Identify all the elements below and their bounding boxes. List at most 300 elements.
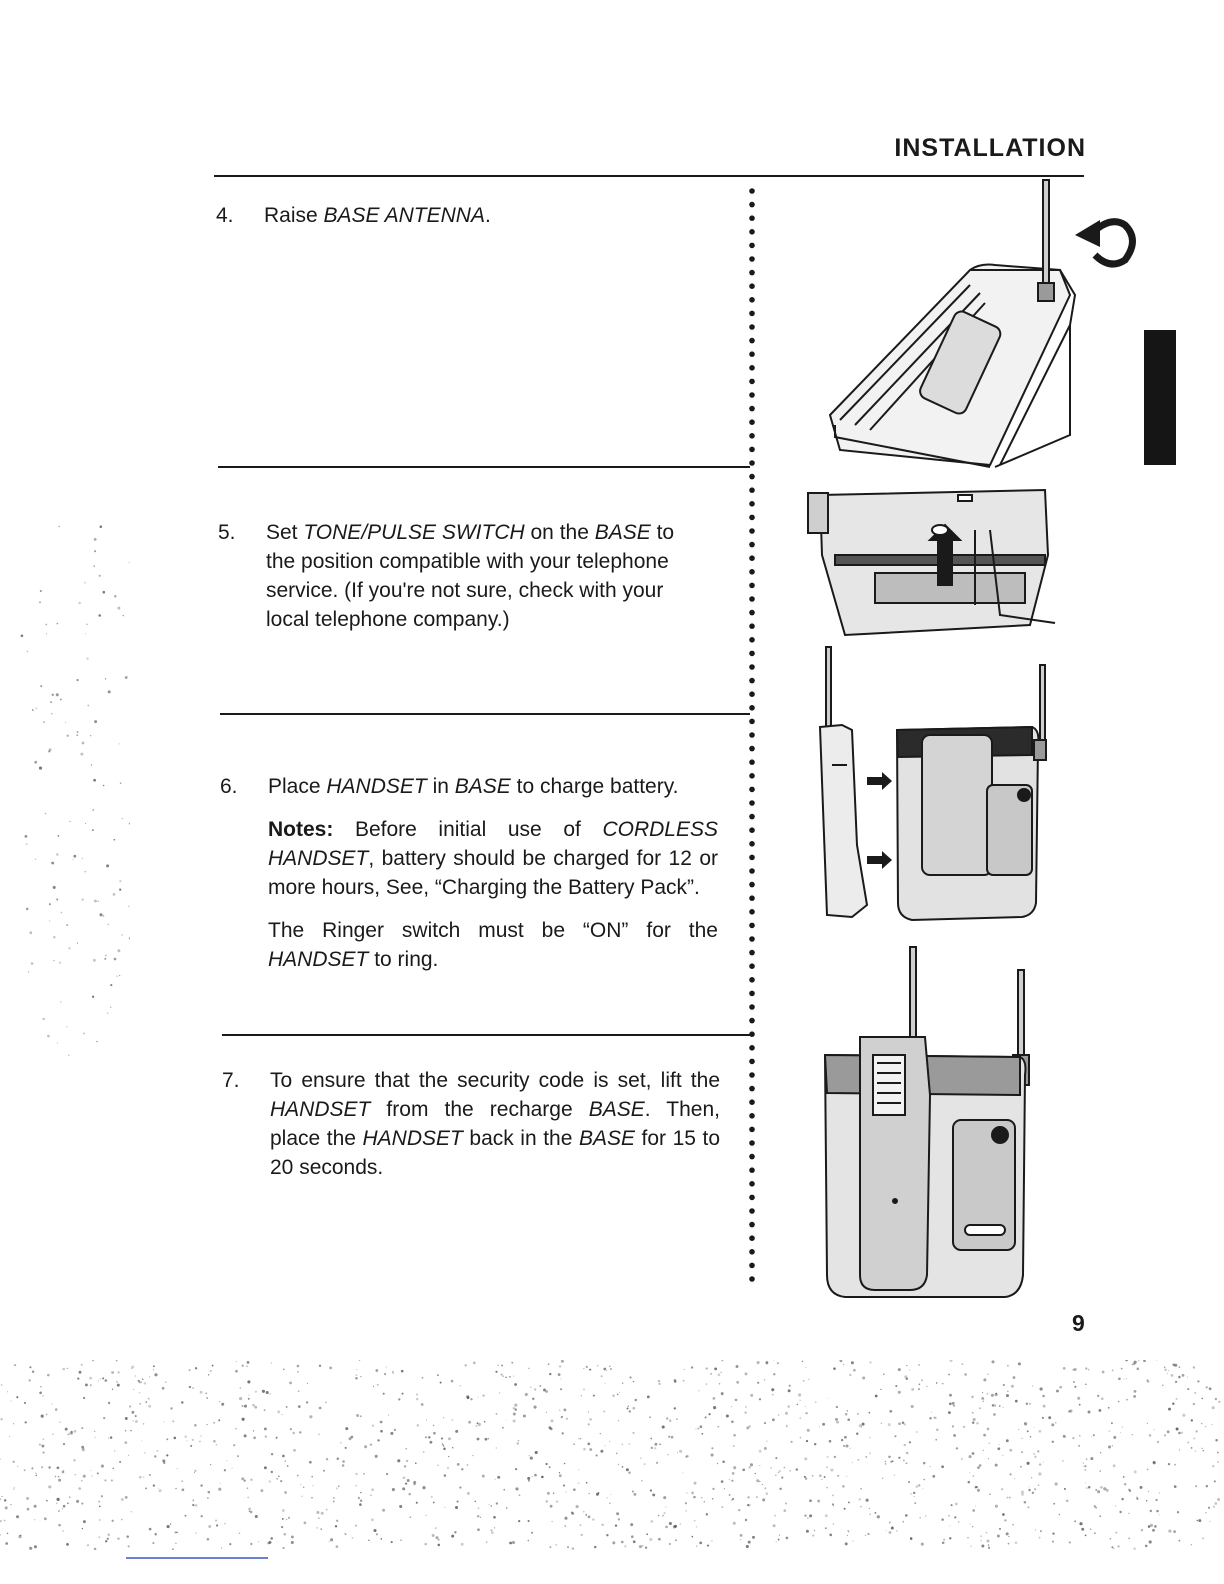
scan-speck: [4, 1520, 6, 1522]
scan-speck: [56, 899, 58, 901]
scan-speck: [384, 1373, 386, 1375]
scan-speck: [326, 1509, 328, 1511]
scan-speck: [566, 1418, 568, 1420]
scan-speck: [1027, 1506, 1029, 1508]
scan-speck: [41, 1466, 43, 1468]
scan-speck: [1102, 1371, 1105, 1374]
scan-speck: [654, 1443, 657, 1446]
scan-speck: [24, 1402, 26, 1404]
scan-speck: [377, 1384, 379, 1386]
scan-speck: [292, 1432, 295, 1435]
scan-speck: [482, 1394, 484, 1396]
scan-speck: [835, 1418, 838, 1421]
scan-speck: [195, 1504, 198, 1507]
scan-noise-bottom: [0, 1360, 1224, 1550]
scan-speck: [658, 1383, 660, 1385]
scan-speck: [846, 1476, 847, 1477]
scan-speck: [404, 1465, 406, 1467]
separator-dot: [749, 610, 755, 616]
scan-speck: [121, 1519, 123, 1521]
separator-dot: [749, 270, 755, 276]
scan-speck: [270, 1537, 273, 1540]
scan-speck: [380, 1538, 382, 1540]
scan-speck: [632, 1407, 635, 1410]
scan-speck: [52, 694, 54, 696]
scan-speck: [1177, 1511, 1179, 1513]
scan-speck: [1024, 1422, 1027, 1425]
scan-speck: [264, 1409, 266, 1411]
scan-speck: [152, 1542, 154, 1544]
text-segment: to charge battery.: [510, 775, 679, 798]
scan-speck: [797, 1404, 798, 1405]
scan-speck: [51, 713, 52, 714]
scan-speck: [87, 1544, 88, 1545]
scan-speck: [1120, 1432, 1121, 1433]
scan-speck: [364, 1445, 367, 1448]
scan-speck: [1155, 1499, 1157, 1501]
scan-speck: [190, 1445, 192, 1447]
scan-speck: [119, 888, 121, 890]
scan-speck: [192, 1504, 194, 1506]
scan-speck: [345, 1427, 348, 1430]
scan-speck: [869, 1513, 871, 1515]
scan-speck: [789, 1385, 791, 1387]
scan-speck: [701, 1497, 702, 1498]
separator-dot: [749, 1099, 755, 1105]
scan-speck: [154, 1455, 156, 1457]
scan-speck: [969, 1455, 972, 1458]
scan-speck: [674, 1525, 677, 1528]
scan-speck: [857, 1413, 859, 1415]
scan-speck: [850, 1448, 851, 1449]
base-antenna-illustration: [820, 175, 1150, 470]
scan-speck: [262, 1390, 265, 1393]
scan-speck: [201, 1515, 203, 1517]
scan-speck: [686, 1455, 689, 1458]
scan-speck: [232, 1468, 233, 1469]
scan-speck: [1118, 1377, 1121, 1380]
scan-speck: [903, 1460, 904, 1461]
scan-speck: [360, 1376, 361, 1377]
scan-speck: [1101, 1397, 1104, 1400]
scan-speck: [139, 1403, 141, 1405]
scan-speck: [1153, 1461, 1155, 1463]
scan-speck: [1115, 1532, 1117, 1534]
scan-speck: [92, 996, 94, 998]
scan-speck: [1121, 1498, 1123, 1500]
scan-speck: [426, 1419, 427, 1420]
scan-speck: [936, 1382, 938, 1384]
scan-speck: [735, 1399, 738, 1402]
scan-speck: [839, 1360, 842, 1362]
scan-speck: [809, 1514, 812, 1517]
scan-speck: [1069, 1409, 1072, 1412]
scan-speck: [513, 1407, 515, 1409]
scan-speck: [979, 1407, 981, 1409]
scan-speck: [852, 1462, 853, 1463]
scan-speck: [869, 1412, 871, 1414]
scan-speck: [952, 1402, 955, 1405]
scan-speck: [622, 1466, 624, 1468]
scan-speck: [514, 1383, 517, 1386]
scan-speck: [1090, 1457, 1093, 1460]
scan-speck: [212, 1365, 214, 1367]
scan-speck: [895, 1385, 897, 1387]
scan-speck: [1038, 1472, 1041, 1475]
scan-speck: [631, 1535, 634, 1538]
scan-speck: [972, 1452, 975, 1455]
separator-dot: [749, 1004, 755, 1010]
scan-speck: [746, 1545, 749, 1548]
text-segment: to the position compatible with your telephone service. (If you're not sure, check with your local telephone company.): [266, 521, 675, 631]
scan-speck: [764, 1447, 767, 1450]
scan-speck: [386, 1367, 387, 1368]
scan-speck: [1133, 1395, 1136, 1398]
scan-speck: [208, 1374, 210, 1376]
scan-speck: [628, 1406, 629, 1407]
scan-speck: [844, 1508, 846, 1510]
scan-speck: [112, 1389, 113, 1390]
scan-speck: [1168, 1370, 1169, 1371]
scan-speck: [973, 1418, 976, 1421]
scan-speck: [69, 1496, 71, 1498]
scan-speck: [43, 1438, 45, 1440]
scan-speck: [736, 1381, 739, 1384]
step-paragraph: [268, 916, 718, 974]
scan-speck: [779, 1535, 780, 1536]
scan-speck: [1112, 1445, 1113, 1446]
scan-speck: [1118, 1401, 1119, 1402]
scan-speck: [393, 1372, 394, 1373]
step-divider-1: [218, 466, 750, 468]
scan-speck: [711, 1447, 713, 1449]
scan-speck: [579, 1524, 581, 1526]
scan-speck: [589, 1448, 592, 1451]
scan-speck: [119, 975, 120, 976]
scan-speck: [825, 1514, 828, 1517]
scan-speck: [563, 1485, 565, 1487]
scan-speck: [815, 1401, 817, 1403]
scan-speck: [1140, 1486, 1143, 1489]
scan-speck: [437, 1544, 440, 1547]
scan-speck: [26, 1497, 29, 1500]
scan-speck: [186, 1440, 187, 1441]
scan-speck: [431, 1496, 433, 1498]
scan-speck: [129, 823, 130, 825]
scan-speck: [46, 1500, 48, 1502]
scan-speck: [323, 1470, 325, 1472]
emphasized-term: HANDSET: [270, 1098, 371, 1121]
scan-speck: [747, 1428, 748, 1429]
scan-speck: [477, 1397, 478, 1398]
scan-speck: [39, 1444, 41, 1446]
scan-speck: [69, 821, 70, 822]
scan-speck: [948, 1374, 950, 1376]
scan-speck: [63, 1470, 65, 1472]
scan-speck: [1007, 1391, 1008, 1392]
scan-speck: [586, 1482, 588, 1484]
scan-speck: [121, 934, 123, 936]
separator-dot: [749, 623, 755, 629]
scan-speck: [70, 1431, 72, 1433]
scan-speck: [19, 1535, 21, 1537]
scan-speck: [972, 1526, 973, 1527]
scan-speck: [335, 1526, 336, 1527]
scan-speck: [210, 1464, 211, 1465]
scan-speck: [81, 1503, 83, 1505]
separator-dot: [749, 202, 755, 208]
scan-speck: [101, 1495, 103, 1497]
scan-speck: [804, 1476, 806, 1478]
scan-speck: [61, 912, 63, 914]
scan-speck: [658, 1380, 660, 1382]
scan-speck: [883, 1373, 884, 1374]
scan-speck: [440, 1382, 441, 1383]
scan-speck: [827, 1456, 829, 1458]
scan-speck: [1021, 1451, 1023, 1453]
scan-speck: [1209, 1387, 1212, 1390]
scan-speck: [66, 1543, 69, 1546]
scan-speck: [556, 1500, 558, 1502]
scan-speck: [837, 1475, 839, 1477]
scan-speck: [778, 1414, 779, 1415]
scan-speck: [496, 1447, 497, 1448]
scan-speck: [559, 1365, 561, 1367]
scan-speck: [1159, 1492, 1160, 1493]
separator-dot: [749, 297, 755, 303]
scan-speck: [63, 1505, 66, 1508]
scan-speck: [669, 1522, 672, 1525]
scan-speck: [235, 1428, 237, 1430]
scan-speck: [192, 1439, 194, 1441]
scan-speck: [865, 1535, 867, 1537]
scan-speck: [269, 1480, 271, 1482]
scan-speck: [76, 1500, 79, 1503]
scan-speck: [128, 906, 129, 907]
handset-docked-illustration: [815, 945, 1040, 1305]
separator-dot: [749, 637, 755, 643]
scan-speck: [819, 1474, 822, 1477]
scan-speck: [988, 1458, 989, 1459]
scan-speck: [826, 1466, 828, 1468]
scan-speck: [601, 1523, 604, 1526]
scan-speck: [505, 1377, 507, 1379]
scan-speck: [549, 1466, 551, 1468]
scan-speck: [781, 1477, 783, 1479]
scan-speck: [252, 1404, 255, 1407]
scan-speck: [1085, 1465, 1087, 1467]
scan-speck: [634, 1493, 637, 1496]
scan-speck: [629, 1410, 631, 1412]
scan-speck: [604, 1445, 605, 1446]
scan-speck: [603, 1410, 605, 1412]
scan-speck: [932, 1475, 935, 1478]
scan-speck: [1217, 1461, 1219, 1463]
scan-speck: [867, 1533, 869, 1535]
scan-speck: [1008, 1536, 1009, 1537]
scan-speck: [888, 1423, 891, 1426]
scan-speck: [921, 1379, 923, 1381]
scan-speck: [320, 1528, 322, 1530]
scan-speck: [1178, 1432, 1181, 1435]
scan-speck: [587, 1443, 590, 1446]
scan-speck: [1009, 1497, 1011, 1499]
scan-speck: [218, 1488, 221, 1491]
scan-speck: [530, 1387, 531, 1388]
separator-dot: [749, 515, 755, 521]
scan-speck: [1182, 1414, 1185, 1417]
scan-speck: [560, 1378, 561, 1379]
scan-speck: [845, 1444, 848, 1447]
scan-speck: [29, 1366, 31, 1368]
scan-speck: [58, 1479, 61, 1482]
scan-speck: [1027, 1430, 1029, 1432]
scan-speck: [484, 1421, 486, 1423]
scan-speck: [76, 734, 78, 736]
scan-speck: [106, 864, 109, 867]
scan-speck: [82, 742, 85, 745]
scan-speck: [733, 1445, 735, 1447]
scan-speck: [119, 1461, 121, 1463]
scan-speck: [417, 1424, 419, 1426]
scan-speck: [987, 1374, 988, 1375]
scan-speck: [700, 1425, 703, 1428]
scan-speck: [717, 1463, 718, 1464]
step-text: [270, 1066, 720, 1196]
scan-speck: [1122, 1426, 1123, 1427]
scan-speck: [1028, 1486, 1029, 1487]
scan-speck: [1191, 1447, 1193, 1449]
scan-speck: [612, 1541, 615, 1544]
scan-speck: [826, 1487, 828, 1489]
scan-speck: [596, 1493, 599, 1496]
scan-speck: [534, 1406, 537, 1409]
scan-speck: [886, 1530, 887, 1531]
scan-speck: [356, 1485, 357, 1486]
scan-speck: [1007, 1497, 1009, 1499]
scan-speck: [923, 1488, 924, 1489]
scan-speck: [1134, 1390, 1137, 1393]
scan-speck: [513, 1413, 516, 1416]
scan-speck: [139, 1382, 140, 1383]
scan-speck: [1156, 1510, 1158, 1512]
scan-speck: [814, 1530, 815, 1531]
scan-speck: [721, 1506, 723, 1508]
scan-speck: [778, 1539, 780, 1541]
scan-speck: [43, 1451, 45, 1453]
scan-speck: [83, 1520, 86, 1523]
scan-speck: [1002, 1513, 1005, 1516]
scan-speck: [941, 1465, 944, 1468]
scan-speck: [57, 1042, 58, 1043]
scan-speck: [104, 1479, 106, 1481]
scan-speck: [509, 1542, 512, 1545]
scan-speck: [1039, 1463, 1041, 1465]
scan-speck: [597, 1365, 599, 1367]
scan-speck: [509, 1376, 511, 1378]
scan-speck: [711, 1453, 714, 1456]
scan-speck: [490, 1505, 492, 1507]
scan-speck: [397, 1459, 400, 1462]
scan-speck: [646, 1533, 648, 1535]
scan-speck: [129, 1405, 131, 1407]
scan-speck: [46, 1414, 48, 1416]
scan-speck: [77, 731, 79, 733]
scan-speck: [50, 701, 52, 703]
scan-speck: [1003, 1384, 1005, 1386]
scan-speck: [424, 1543, 427, 1546]
scan-speck: [254, 1406, 257, 1409]
scan-speck: [513, 1376, 514, 1377]
scan-speck: [139, 1476, 142, 1479]
scan-speck: [356, 1369, 357, 1370]
scan-speck: [531, 1532, 533, 1534]
scan-speck: [682, 1472, 683, 1473]
scan-speck: [39, 767, 42, 770]
scan-speck: [249, 1510, 251, 1512]
scan-speck: [495, 1371, 497, 1373]
scan-speck: [755, 1473, 756, 1474]
scan-speck: [110, 1006, 111, 1007]
scan-speck: [881, 1423, 882, 1424]
scan-speck: [114, 595, 116, 597]
separator-dot: [749, 814, 755, 820]
scan-speck: [448, 1437, 451, 1440]
scan-speck: [955, 1502, 958, 1505]
scan-speck: [244, 1405, 247, 1408]
scan-speck: [206, 1397, 208, 1399]
scan-speck: [573, 1488, 576, 1491]
scan-speck: [114, 1450, 115, 1451]
scan-speck: [312, 1485, 313, 1486]
scan-speck: [515, 1408, 517, 1410]
scan-speck: [69, 1433, 71, 1435]
scan-speck: [399, 1505, 402, 1508]
emphasized-term: TONE/PULSE SWITCH: [303, 521, 525, 544]
separator-dot: [749, 691, 755, 697]
scan-speck: [297, 1365, 300, 1368]
scan-speck: [791, 1441, 793, 1443]
scan-speck: [1011, 1385, 1014, 1388]
scan-speck: [906, 1365, 907, 1366]
scan-speck: [477, 1422, 479, 1424]
scan-speck: [639, 1545, 642, 1548]
scan-speck: [1074, 1386, 1076, 1388]
scan-speck: [592, 1518, 594, 1520]
scan-speck: [752, 1536, 755, 1539]
scan-speck: [188, 1369, 190, 1371]
scan-speck: [511, 1362, 513, 1364]
scan-speck: [949, 1537, 951, 1539]
scan-speck: [997, 1447, 1000, 1450]
scan-speck: [477, 1515, 480, 1518]
scan-speck: [814, 1443, 816, 1445]
scan-speck: [764, 1379, 766, 1381]
scan-speck: [32, 1370, 34, 1372]
scan-speck: [949, 1525, 950, 1526]
scan-speck: [287, 1465, 289, 1467]
scan-speck: [358, 1497, 360, 1499]
separator-dot: [749, 746, 755, 752]
scan-speck: [869, 1361, 871, 1363]
scan-speck: [131, 1367, 132, 1368]
scan-speck: [1111, 1422, 1113, 1424]
scan-speck: [1018, 1362, 1021, 1365]
scan-speck: [79, 602, 81, 604]
scan-speck: [796, 1468, 798, 1470]
scan-speck: [1157, 1441, 1159, 1443]
scan-speck: [99, 575, 101, 577]
